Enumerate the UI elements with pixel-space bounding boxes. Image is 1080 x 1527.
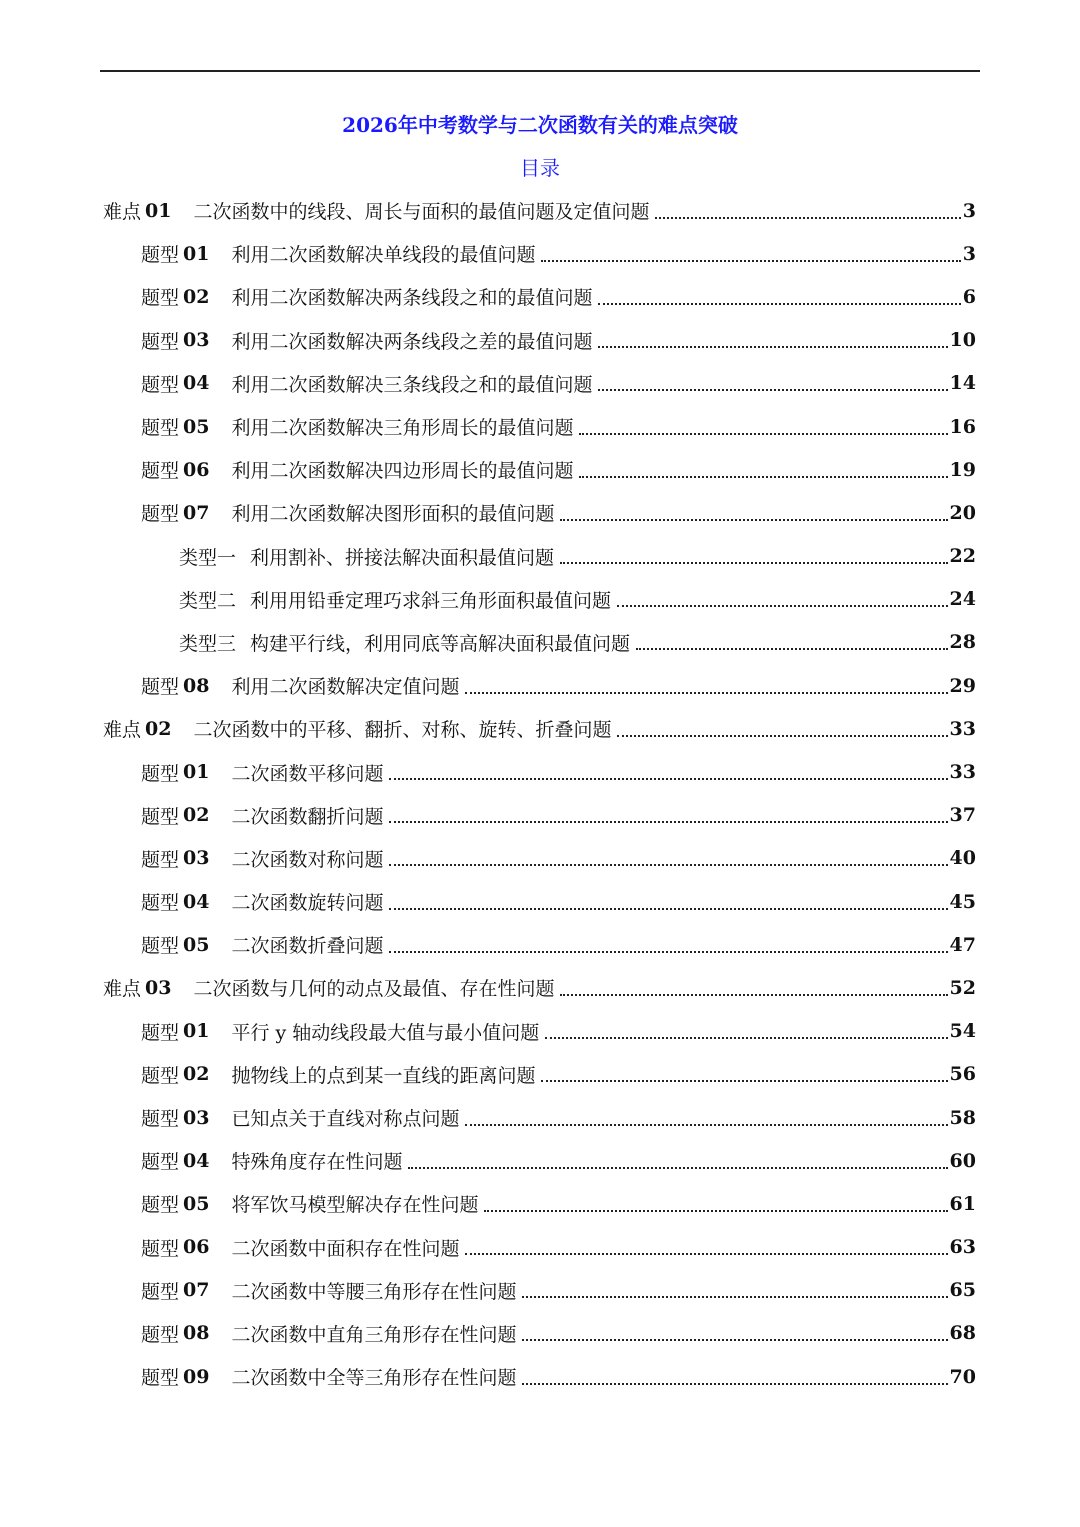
toc-entry-title: 抛物线上的点到某一直线的距离问题 <box>231 1064 536 1087</box>
toc-entry-title: 利用二次函数解决单线段的最值问题 <box>231 244 536 267</box>
table-of-contents <box>0 189 1080 1398</box>
toc-entry-label: 题型 <box>141 935 180 958</box>
toc-dot-leader <box>579 433 947 435</box>
toc-entry-label: 题型 <box>141 1108 180 1131</box>
toc-entry-title: 将军饮马模型解决存在性问题 <box>231 1194 479 1217</box>
toc-chapter-entry[interactable] <box>0 707 1080 750</box>
toc-entry-number: 01 <box>183 242 210 265</box>
toc-entry-title: 二次函数中等腰三角形存在性问题 <box>231 1280 517 1303</box>
toc-entry-label: 题型 <box>141 1237 180 1260</box>
toc-entry-label: 题型 <box>141 460 180 483</box>
toc-entry-title: 二次函数平移问题 <box>231 762 384 785</box>
toc-entry-number: 09 <box>183 1365 210 1388</box>
toc-section-entry[interactable] <box>0 880 1080 923</box>
toc-entry-number: 05 <box>183 415 210 438</box>
toc-subsection-entry[interactable] <box>0 535 1080 578</box>
toc-entry-title: 二次函数折叠问题 <box>231 935 384 958</box>
toc-dot-leader <box>465 1253 947 1255</box>
toc-page-number: 24 <box>949 588 976 611</box>
toc-entry-label: 题型 <box>141 1021 180 1044</box>
toc-page-number: 37 <box>949 804 976 827</box>
toc-section-entry[interactable] <box>0 750 1080 793</box>
toc-entry-number: 04 <box>183 372 210 395</box>
toc-section-entry[interactable] <box>0 275 1080 318</box>
toc-dot-leader <box>522 1383 947 1385</box>
toc-subsection-entry[interactable] <box>0 578 1080 621</box>
toc-entry-label: 题型 <box>141 676 180 699</box>
toc-entry-number: 03 <box>183 329 210 352</box>
toc-section-entry[interactable] <box>0 1010 1080 1053</box>
toc-section-entry[interactable] <box>0 1312 1080 1355</box>
toc-entry-label: 题型 <box>141 287 180 310</box>
toc-dot-leader <box>598 303 960 305</box>
toc-dot-leader <box>598 389 947 391</box>
toc-entry-number: 01 <box>183 761 210 784</box>
toc-page-number: 60 <box>949 1149 976 1172</box>
toc-section-entry[interactable] <box>0 794 1080 837</box>
toc-entry-title: 二次函数中直角三角形存在性问题 <box>231 1323 517 1346</box>
toc-page-number: 33 <box>949 761 976 784</box>
toc-section-entry[interactable] <box>0 1182 1080 1225</box>
toc-entry-number: 05 <box>183 933 210 956</box>
toc-dot-leader <box>389 864 947 866</box>
document-title: 2026年中考数学与二次函数有关的难点突破 <box>342 113 738 137</box>
toc-entry-title: 利用二次函数解决两条线段之差的最值问题 <box>231 330 593 353</box>
toc-entry-number: 05 <box>183 1192 210 1215</box>
toc-entry-label: 类型一 <box>179 546 237 569</box>
toc-entry-title: 二次函数中全等三角形存在性问题 <box>231 1367 517 1390</box>
toc-dot-leader <box>522 1296 947 1298</box>
toc-subsection-entry[interactable] <box>0 621 1080 664</box>
toc-page-number: 68 <box>949 1322 976 1345</box>
toc-page-number: 65 <box>949 1279 976 1302</box>
toc-section-entry[interactable] <box>0 362 1080 405</box>
toc-entry-label: 题型 <box>141 417 180 440</box>
toc-entry-title: 平行 y 轴动线段最大值与最小值问题 <box>231 1021 540 1044</box>
toc-section-entry[interactable] <box>0 448 1080 491</box>
toc-section-entry[interactable] <box>0 319 1080 362</box>
toc-entry-label: 题型 <box>141 1367 180 1390</box>
toc-section-entry[interactable] <box>0 405 1080 448</box>
toc-entry-title: 利用二次函数解决三角形周长的最值问题 <box>231 417 574 440</box>
toc-page-number: 14 <box>949 372 976 395</box>
toc-dot-leader <box>465 692 947 694</box>
toc-page-number: 20 <box>949 501 976 524</box>
toc-dot-leader <box>617 735 947 737</box>
toc-entry-number: 06 <box>183 458 210 481</box>
toc-dot-leader <box>389 778 947 780</box>
toc-page-number: 70 <box>949 1365 976 1388</box>
toc-dot-leader <box>465 1124 947 1126</box>
toc-entry-number: 02 <box>145 717 172 740</box>
toc-entry-label: 题型 <box>141 805 180 828</box>
toc-page-number: 61 <box>949 1192 976 1215</box>
toc-entry-label: 题型 <box>141 892 180 915</box>
toc-dot-leader <box>598 346 947 348</box>
toc-page-number: 19 <box>949 458 976 481</box>
toc-page-number: 16 <box>949 415 976 438</box>
toc-entry-title: 利用二次函数解决四边形周长的最值问题 <box>231 460 574 483</box>
toc-entry-label: 难点 <box>103 201 142 224</box>
toc-section-entry[interactable] <box>0 1139 1080 1182</box>
toc-page-number: 3 <box>962 199 976 222</box>
toc-dot-leader <box>560 562 948 564</box>
toc-entry-title: 利用二次函数解决三条线段之和的最值问题 <box>231 373 593 396</box>
toc-entry-title: 二次函数与几何的动点及最值、存在性问题 <box>193 978 555 1001</box>
toc-entry-title: 特殊角度存在性问题 <box>231 1151 403 1174</box>
toc-page-number: 10 <box>949 329 976 352</box>
toc-entry-label: 题型 <box>141 1280 180 1303</box>
toc-chapter-entry[interactable] <box>0 966 1080 1009</box>
toc-entry-label: 题型 <box>141 1064 180 1087</box>
toc-section-entry[interactable] <box>0 923 1080 966</box>
toc-chapter-entry[interactable] <box>0 189 1080 232</box>
toc-section-entry[interactable] <box>0 1355 1080 1398</box>
toc-dot-leader <box>408 1167 947 1169</box>
toc-entry-number: 04 <box>183 1149 210 1172</box>
toc-entry-number: 08 <box>183 1322 210 1345</box>
toc-section-entry[interactable] <box>0 1096 1080 1139</box>
toc-section-entry[interactable] <box>0 837 1080 880</box>
toc-page-number: 22 <box>949 545 976 568</box>
toc-entry-title: 利用二次函数解决两条线段之和的最值问题 <box>231 287 593 310</box>
toc-entry-title: 利用二次函数解决图形面积的最值问题 <box>231 503 555 526</box>
toc-dot-leader <box>545 1037 947 1039</box>
toc-heading: 目录 <box>520 156 560 180</box>
toc-page-number: 45 <box>949 890 976 913</box>
toc-entry-label: 题型 <box>141 1323 180 1346</box>
toc-dot-leader <box>560 994 947 996</box>
toc-dot-leader <box>389 821 947 823</box>
toc-entry-number: 08 <box>183 674 210 697</box>
toc-entry-number: 04 <box>183 890 210 913</box>
header-rule <box>100 70 980 72</box>
toc-dot-leader <box>389 951 947 953</box>
toc-page-number: 58 <box>949 1106 976 1129</box>
toc-entry-title: 利用用铅垂定理巧求斜三角形面积最值问题 <box>250 589 612 612</box>
toc-dot-leader <box>636 648 948 650</box>
toc-entry-label: 题型 <box>141 1194 180 1217</box>
toc-entry-label: 难点 <box>103 978 142 1001</box>
toc-entry-number: 02 <box>183 1063 210 1086</box>
toc-page-number: 29 <box>949 674 976 697</box>
toc-entry-title: 构建平行线，利用同底等高解决面积最值问题 <box>250 632 631 655</box>
toc-entry-title: 二次函数旋转问题 <box>231 892 384 915</box>
toc-entry-label: 题型 <box>141 330 180 353</box>
toc-entry-number: 07 <box>183 1279 210 1302</box>
toc-entry-label: 题型 <box>141 848 180 871</box>
toc-entry-title: 二次函数对称问题 <box>231 848 384 871</box>
toc-entry-title: 利用割补、拼接法解决面积最值问题 <box>250 546 555 569</box>
toc-dot-leader <box>617 605 948 607</box>
toc-dot-leader <box>579 476 947 478</box>
toc-entry-label: 类型二 <box>179 589 237 612</box>
toc-page-number: 6 <box>962 285 976 308</box>
toc-section-entry[interactable] <box>0 664 1080 707</box>
toc-entry-label: 题型 <box>141 373 180 396</box>
toc-entry-title: 已知点关于直线对称点问题 <box>231 1108 460 1131</box>
toc-page-number: 56 <box>949 1063 976 1086</box>
toc-entry-label: 类型三 <box>179 632 237 655</box>
toc-dot-leader <box>560 519 947 521</box>
toc-dot-leader <box>541 260 960 262</box>
toc-entry-title: 二次函数中的线段、周长与面积的最值问题及定值问题 <box>193 201 650 224</box>
toc-entry-number: 02 <box>183 804 210 827</box>
toc-entry-label: 题型 <box>141 244 180 267</box>
toc-dot-leader <box>522 1339 947 1341</box>
toc-section-entry[interactable] <box>0 1226 1080 1269</box>
toc-entry-number: 03 <box>183 847 210 870</box>
toc-entry-number: 06 <box>183 1236 210 1259</box>
toc-page-number: 54 <box>949 1020 976 1043</box>
toc-page-number: 28 <box>949 631 976 654</box>
toc-dot-leader <box>655 217 960 219</box>
toc-entry-title: 二次函数中面积存在性问题 <box>231 1237 460 1260</box>
toc-section-entry[interactable] <box>0 491 1080 534</box>
toc-entry-number: 03 <box>183 1106 210 1129</box>
toc-page-number: 40 <box>949 847 976 870</box>
toc-entry-number: 01 <box>145 199 172 222</box>
toc-entry-title: 利用二次函数解决定值问题 <box>231 676 460 699</box>
toc-page-number: 3 <box>962 242 976 265</box>
toc-entry-label: 题型 <box>141 503 180 526</box>
toc-entry-label: 题型 <box>141 762 180 785</box>
toc-entry-title: 二次函数翻折问题 <box>231 805 384 828</box>
toc-section-entry[interactable] <box>0 1053 1080 1096</box>
toc-dot-leader <box>541 1080 947 1082</box>
toc-section-entry[interactable] <box>0 1269 1080 1312</box>
toc-page-number: 52 <box>949 976 976 999</box>
toc-page-number: 63 <box>949 1236 976 1259</box>
toc-section-entry[interactable] <box>0 232 1080 275</box>
toc-entry-number: 07 <box>183 501 210 524</box>
toc-dot-leader <box>389 908 947 910</box>
toc-entry-title: 二次函数中的平移、翻折、对称、旋转、折叠问题 <box>193 719 612 742</box>
toc-entry-label: 难点 <box>103 719 142 742</box>
toc-page-number: 47 <box>949 933 976 956</box>
toc-dot-leader <box>484 1210 947 1212</box>
toc-page-number: 33 <box>949 717 976 740</box>
toc-entry-number: 01 <box>183 1020 210 1043</box>
toc-entry-number: 02 <box>183 285 210 308</box>
toc-entry-number: 03 <box>145 976 172 999</box>
toc-entry-label: 题型 <box>141 1151 180 1174</box>
